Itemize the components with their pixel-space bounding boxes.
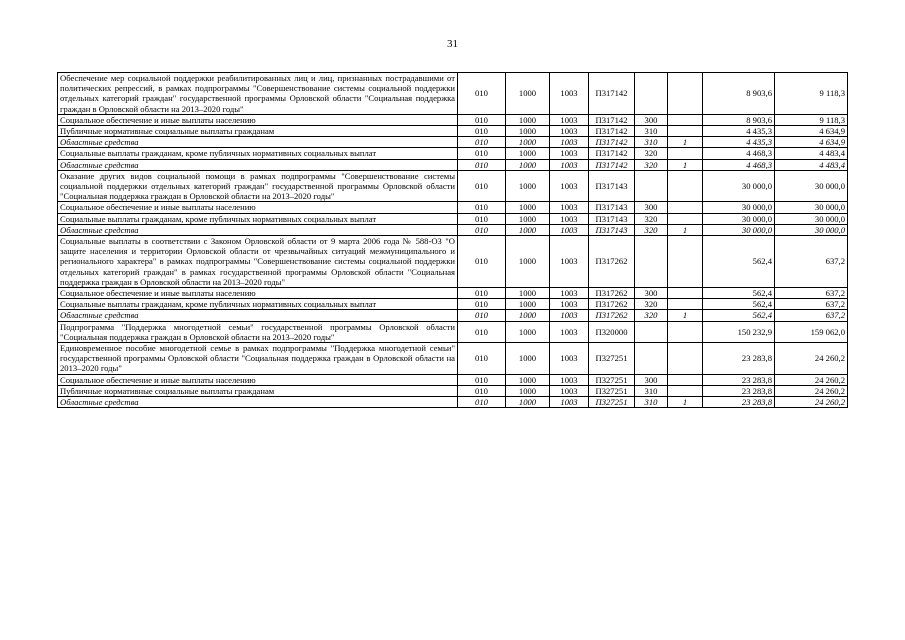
funds-code bbox=[668, 73, 703, 115]
section-code: 1000 bbox=[506, 374, 550, 385]
admin-code: 010 bbox=[458, 159, 506, 170]
row-name: Областные средства bbox=[58, 224, 458, 235]
amount-year-1: 23 283,8 bbox=[703, 374, 775, 385]
table-row bbox=[58, 202, 848, 213]
section-code: 1000 bbox=[506, 126, 550, 137]
target-code: П317262 bbox=[589, 288, 635, 299]
amount-year-2: 4 483,4 bbox=[775, 148, 848, 159]
table-row bbox=[58, 73, 848, 115]
target-code: П317142 bbox=[589, 126, 635, 137]
funds-code bbox=[668, 236, 703, 288]
expense-type-code: 320 bbox=[635, 310, 668, 321]
amount-year-1: 562,4 bbox=[703, 299, 775, 310]
admin-code: 010 bbox=[458, 397, 506, 408]
target-code: П317142 bbox=[589, 159, 635, 170]
amount-year-2: 637,2 bbox=[775, 288, 848, 299]
row-name: Публичные нормативные социальные выплаты гражданам bbox=[58, 126, 458, 137]
subsection-code: 1003 bbox=[550, 126, 589, 137]
expense-type-code: 300 bbox=[635, 374, 668, 385]
target-code: П327251 bbox=[589, 397, 635, 408]
row-name: Единовременное пособие многодетной семье в рамках подпрограммы "Поддержка многодетной семьи" государственной программы Орловской области "Социальная поддержка граждан в Орловской области на 2013–2020 годы" bbox=[58, 343, 458, 375]
subsection-code: 1003 bbox=[550, 148, 589, 159]
target-code: П317143 bbox=[589, 170, 635, 202]
funds-code bbox=[668, 148, 703, 159]
admin-code: 010 bbox=[458, 170, 506, 202]
subsection-code: 1003 bbox=[550, 170, 589, 202]
table-row bbox=[58, 126, 848, 137]
section-code: 1000 bbox=[506, 114, 550, 125]
row-name: Публичные нормативные социальные выплаты гражданам bbox=[58, 385, 458, 396]
expense-type-code: 320 bbox=[635, 213, 668, 224]
amount-year-2: 4 634,9 bbox=[775, 126, 848, 137]
amount-year-1: 30 000,0 bbox=[703, 170, 775, 202]
subsection-code: 1003 bbox=[550, 159, 589, 170]
expense-type-code: 320 bbox=[635, 148, 668, 159]
row-name: Подпрограмма "Поддержка многодетной семьи" государственной программы Орловской области "Социальная поддержка граждан в Орловской области на 2013–2020 годы" bbox=[58, 321, 458, 342]
funds-code bbox=[668, 299, 703, 310]
expense-type-code: 300 bbox=[635, 114, 668, 125]
admin-code: 010 bbox=[458, 73, 506, 115]
table-row bbox=[58, 213, 848, 224]
target-code: П320000 bbox=[589, 321, 635, 342]
admin-code: 010 bbox=[458, 321, 506, 342]
amount-year-2: 30 000,0 bbox=[775, 170, 848, 202]
expense-type-code bbox=[635, 236, 668, 288]
target-code: П327251 bbox=[589, 385, 635, 396]
admin-code: 010 bbox=[458, 114, 506, 125]
funds-code bbox=[668, 126, 703, 137]
subsection-code: 1003 bbox=[550, 343, 589, 375]
target-code: П317143 bbox=[589, 213, 635, 224]
table-row bbox=[58, 159, 848, 170]
section-code: 1000 bbox=[506, 310, 550, 321]
table-row bbox=[58, 148, 848, 159]
funds-code bbox=[668, 288, 703, 299]
admin-code: 010 bbox=[458, 343, 506, 375]
amount-year-1: 562,4 bbox=[703, 288, 775, 299]
amount-year-2: 30 000,0 bbox=[775, 202, 848, 213]
funds-code bbox=[668, 170, 703, 202]
amount-year-1: 23 283,8 bbox=[703, 343, 775, 375]
row-name: Социальные выплаты гражданам, кроме публичных нормативных социальных выплат bbox=[58, 299, 458, 310]
admin-code: 010 bbox=[458, 137, 506, 148]
row-name: Социальное обеспечение и иные выплаты населению bbox=[58, 374, 458, 385]
amount-year-1: 30 000,0 bbox=[703, 213, 775, 224]
admin-code: 010 bbox=[458, 374, 506, 385]
funds-code: 1 bbox=[668, 137, 703, 148]
table-row bbox=[58, 236, 848, 288]
row-name: Областные средства bbox=[58, 397, 458, 408]
target-code: П317142 bbox=[589, 137, 635, 148]
admin-code: 010 bbox=[458, 288, 506, 299]
amount-year-2: 30 000,0 bbox=[775, 213, 848, 224]
target-code: П327251 bbox=[589, 343, 635, 375]
admin-code: 010 bbox=[458, 385, 506, 396]
amount-year-2: 637,2 bbox=[775, 236, 848, 288]
funds-code: 1 bbox=[668, 159, 703, 170]
funds-code bbox=[668, 114, 703, 125]
funds-code: 1 bbox=[668, 397, 703, 408]
expense-type-code: 310 bbox=[635, 126, 668, 137]
section-code: 1000 bbox=[506, 321, 550, 342]
table-row bbox=[58, 310, 848, 321]
amount-year-2: 4 634,9 bbox=[775, 137, 848, 148]
section-code: 1000 bbox=[506, 159, 550, 170]
expense-type-code bbox=[635, 73, 668, 115]
amount-year-1: 8 903,6 bbox=[703, 73, 775, 115]
budget-table-body bbox=[58, 73, 848, 408]
admin-code: 010 bbox=[458, 148, 506, 159]
subsection-code: 1003 bbox=[550, 73, 589, 115]
table-row bbox=[58, 170, 848, 202]
amount-year-1: 30 000,0 bbox=[703, 224, 775, 235]
amount-year-1: 23 283,8 bbox=[703, 385, 775, 396]
amount-year-2: 9 118,3 bbox=[775, 114, 848, 125]
subsection-code: 1003 bbox=[550, 374, 589, 385]
amount-year-1: 562,4 bbox=[703, 236, 775, 288]
amount-year-2: 637,2 bbox=[775, 310, 848, 321]
funds-code bbox=[668, 321, 703, 342]
subsection-code: 1003 bbox=[550, 213, 589, 224]
funds-code bbox=[668, 385, 703, 396]
target-code: П317143 bbox=[589, 202, 635, 213]
funds-code bbox=[668, 374, 703, 385]
amount-year-2: 24 260,2 bbox=[775, 343, 848, 375]
amount-year-1: 562,4 bbox=[703, 310, 775, 321]
expense-type-code bbox=[635, 170, 668, 202]
amount-year-2: 24 260,2 bbox=[775, 374, 848, 385]
amount-year-2: 4 483,4 bbox=[775, 159, 848, 170]
admin-code: 010 bbox=[458, 213, 506, 224]
target-code: П327251 bbox=[589, 374, 635, 385]
admin-code: 010 bbox=[458, 224, 506, 235]
expense-type-code: 320 bbox=[635, 299, 668, 310]
expense-type-code bbox=[635, 343, 668, 375]
target-code: П317142 bbox=[589, 148, 635, 159]
target-code: П317142 bbox=[589, 73, 635, 115]
admin-code: 010 bbox=[458, 299, 506, 310]
section-code: 1000 bbox=[506, 397, 550, 408]
admin-code: 010 bbox=[458, 310, 506, 321]
row-name: Социальное обеспечение и иные выплаты населению bbox=[58, 202, 458, 213]
section-code: 1000 bbox=[506, 148, 550, 159]
funds-code: 1 bbox=[668, 310, 703, 321]
table-row bbox=[58, 137, 848, 148]
section-code: 1000 bbox=[506, 299, 550, 310]
target-code: П317262 bbox=[589, 299, 635, 310]
subsection-code: 1003 bbox=[550, 224, 589, 235]
section-code: 1000 bbox=[506, 385, 550, 396]
row-name: Оказание других видов социальной помощи в рамках подпрограммы "Совершенствование системы социальной поддержки отдельных категорий граждан" государственной программы Орловской области "Социальная поддержка граждан в Орловской области на 2013–2020 годы" bbox=[58, 170, 458, 202]
amount-year-1: 4 435,3 bbox=[703, 137, 775, 148]
funds-code bbox=[668, 213, 703, 224]
amount-year-2: 9 118,3 bbox=[775, 73, 848, 115]
expense-type-code: 310 bbox=[635, 385, 668, 396]
row-name: Областные средства bbox=[58, 137, 458, 148]
subsection-code: 1003 bbox=[550, 114, 589, 125]
row-name: Социальное обеспечение и иные выплаты населению bbox=[58, 288, 458, 299]
table-row bbox=[58, 385, 848, 396]
subsection-code: 1003 bbox=[550, 236, 589, 288]
subsection-code: 1003 bbox=[550, 137, 589, 148]
funds-code bbox=[668, 202, 703, 213]
table-row bbox=[58, 224, 848, 235]
row-name: Социальное обеспечение и иные выплаты населению bbox=[58, 114, 458, 125]
expense-type-code: 310 bbox=[635, 397, 668, 408]
budget-table bbox=[57, 72, 848, 408]
section-code: 1000 bbox=[506, 170, 550, 202]
admin-code: 010 bbox=[458, 126, 506, 137]
amount-year-1: 4 468,3 bbox=[703, 159, 775, 170]
amount-year-2: 159 062,0 bbox=[775, 321, 848, 342]
amount-year-2: 24 260,2 bbox=[775, 385, 848, 396]
admin-code: 010 bbox=[458, 202, 506, 213]
expense-type-code: 300 bbox=[635, 202, 668, 213]
section-code: 1000 bbox=[506, 343, 550, 375]
table-row bbox=[58, 321, 848, 342]
section-code: 1000 bbox=[506, 202, 550, 213]
amount-year-1: 8 903,6 bbox=[703, 114, 775, 125]
expense-type-code bbox=[635, 321, 668, 342]
table-row bbox=[58, 288, 848, 299]
row-name: Областные средства bbox=[58, 159, 458, 170]
table-row bbox=[58, 343, 848, 375]
section-code: 1000 bbox=[506, 224, 550, 235]
table-row bbox=[58, 397, 848, 408]
row-name: Областные средства bbox=[58, 310, 458, 321]
subsection-code: 1003 bbox=[550, 288, 589, 299]
admin-code: 010 bbox=[458, 236, 506, 288]
row-name: Социальные выплаты в соответствии с Законом Орловской области от 9 марта 2006 года № 588-ОЗ "О защите населения и территории Орловской области от чрезвычайных ситуаций межмуниципального и регионального характера" в рамках подпрограммы "Совершенствование системы социальной поддержки отдельных категорий граждан" в рамках государственной программы Орловской области "Социальная поддержка граждан в Орловской области на 2013–2020 годы" bbox=[58, 236, 458, 288]
funds-code bbox=[668, 343, 703, 375]
section-code: 1000 bbox=[506, 288, 550, 299]
amount-year-2: 637,2 bbox=[775, 299, 848, 310]
subsection-code: 1003 bbox=[550, 321, 589, 342]
target-code: П317143 bbox=[589, 224, 635, 235]
subsection-code: 1003 bbox=[550, 397, 589, 408]
section-code: 1000 bbox=[506, 137, 550, 148]
amount-year-2: 24 260,2 bbox=[775, 397, 848, 408]
row-name: Социальные выплаты гражданам, кроме публичных нормативных социальных выплат bbox=[58, 213, 458, 224]
section-code: 1000 bbox=[506, 236, 550, 288]
funds-code: 1 bbox=[668, 224, 703, 235]
table-row bbox=[58, 299, 848, 310]
page-number: 31 bbox=[447, 38, 458, 50]
subsection-code: 1003 bbox=[550, 385, 589, 396]
amount-year-1: 23 283,8 bbox=[703, 397, 775, 408]
subsection-code: 1003 bbox=[550, 299, 589, 310]
subsection-code: 1003 bbox=[550, 310, 589, 321]
amount-year-1: 4 468,3 bbox=[703, 148, 775, 159]
target-code: П317262 bbox=[589, 236, 635, 288]
row-name: Социальные выплаты гражданам, кроме публичных нормативных социальных выплат bbox=[58, 148, 458, 159]
section-code: 1000 bbox=[506, 73, 550, 115]
amount-year-1: 30 000,0 bbox=[703, 202, 775, 213]
table-row bbox=[58, 374, 848, 385]
subsection-code: 1003 bbox=[550, 202, 589, 213]
expense-type-code: 320 bbox=[635, 224, 668, 235]
amount-year-1: 4 435,3 bbox=[703, 126, 775, 137]
table-row bbox=[58, 114, 848, 125]
expense-type-code: 300 bbox=[635, 288, 668, 299]
amount-year-1: 150 232,9 bbox=[703, 321, 775, 342]
amount-year-2: 30 000,0 bbox=[775, 224, 848, 235]
target-code: П317262 bbox=[589, 310, 635, 321]
expense-type-code: 320 bbox=[635, 159, 668, 170]
row-name: Обеспечение мер социальной поддержки реабилитированных лиц и лиц, признанных пострадавшими от политических репрессий, в рамках подпрограммы "Совершенствование системы социальной поддержки отдельных категорий граждан" государственной программы Орловской области "Социальная поддержка граждан в Орловской области на 2013–2020 годы" bbox=[58, 73, 458, 115]
expense-type-code: 310 bbox=[635, 137, 668, 148]
section-code: 1000 bbox=[506, 213, 550, 224]
target-code: П317142 bbox=[589, 114, 635, 125]
